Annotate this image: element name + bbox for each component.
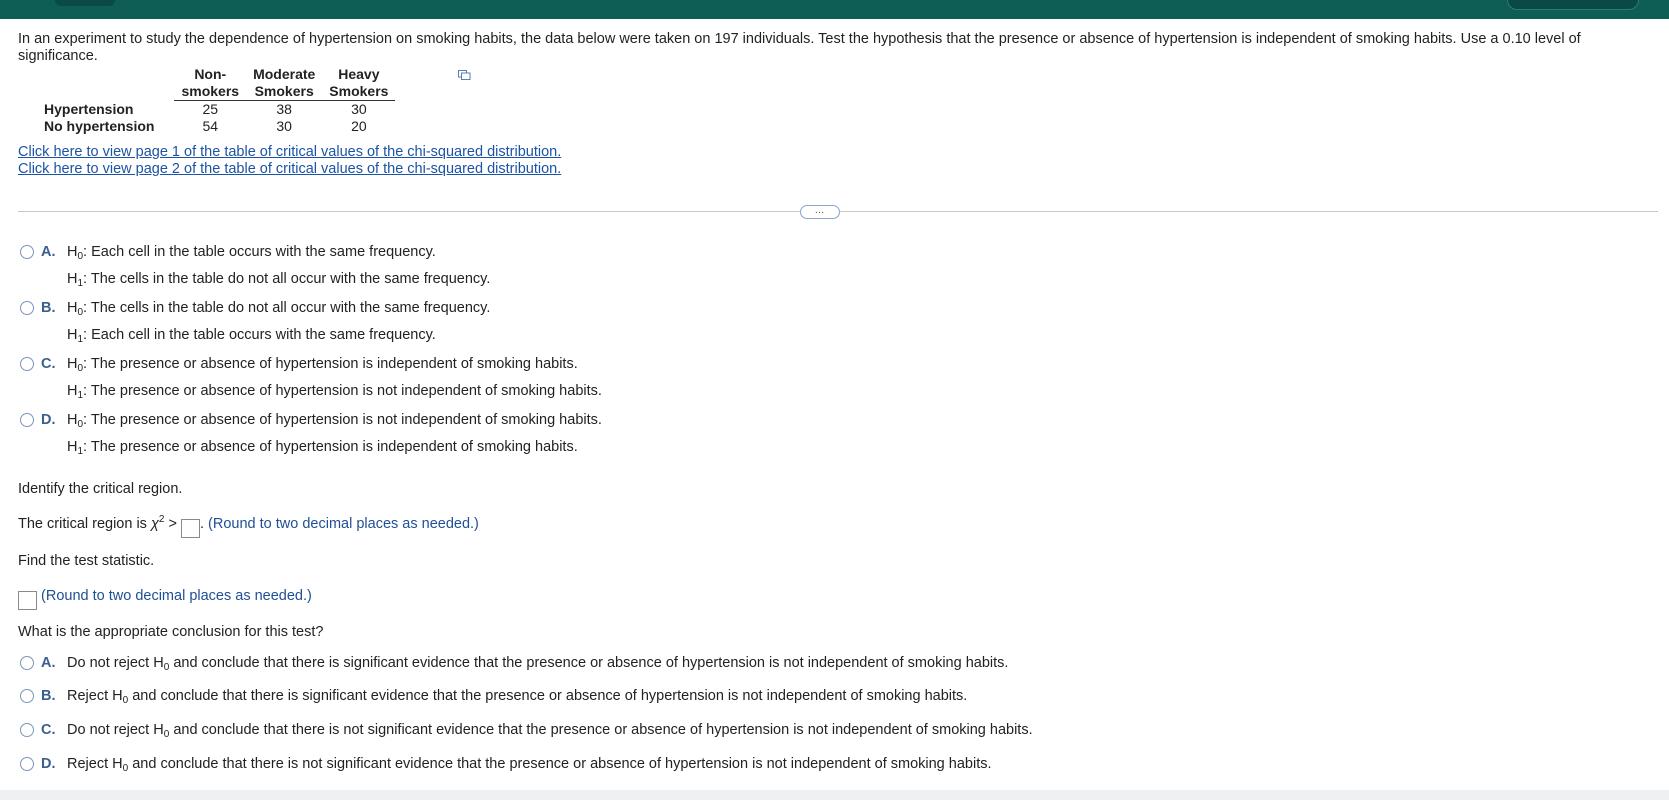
option-letter: B. bbox=[41, 300, 56, 316]
header-tab[interactable] bbox=[55, 0, 115, 6]
chi-table-links bbox=[18, 144, 561, 178]
option-letter: A. bbox=[41, 655, 56, 671]
table-cell: 25 bbox=[202, 101, 219, 117]
col-header-bottom: smokers bbox=[174, 83, 246, 101]
option-letter: B. bbox=[41, 688, 56, 704]
option-letter: D. bbox=[41, 756, 56, 772]
critical-value-input[interactable] bbox=[181, 519, 200, 538]
col-header-top: Moderate bbox=[253, 66, 316, 82]
option-letter: C. bbox=[41, 722, 56, 738]
more-button[interactable]: … bbox=[800, 205, 840, 219]
row-label: No hypertension bbox=[44, 118, 155, 134]
data-table bbox=[38, 66, 395, 135]
header-pill-button[interactable] bbox=[1507, 0, 1639, 10]
col-header-top: Non- bbox=[194, 66, 227, 82]
h0-line: $H_0$: Each cell in the table occurs with the same frequency. bbox=[67, 244, 436, 262]
radio-button[interactable] bbox=[20, 723, 34, 737]
option-text: Do not reject $H_0$ and conclude that there is not significant evidence that the presence or absence of hypertension is not independent of smoking habits. bbox=[67, 722, 1033, 740]
radio-button[interactable] bbox=[20, 757, 34, 771]
radio-button[interactable] bbox=[20, 413, 34, 427]
table-cell: 30 bbox=[351, 101, 367, 117]
radio-button[interactable] bbox=[20, 357, 34, 371]
h1-line: $H_1$: The presence or absence of hypertension is independent of smoking habits. bbox=[67, 439, 578, 457]
col-header-bottom: Smokers bbox=[246, 83, 322, 101]
round-hint: (Round to two decimal places as needed.) bbox=[208, 516, 479, 532]
h0-line: $H_0$: The presence or absence of hypertension is not independent of smoking habits. bbox=[67, 412, 602, 430]
table-cell: 54 bbox=[202, 118, 219, 134]
copy-table-icon[interactable] bbox=[458, 70, 471, 80]
footer-bar bbox=[0, 790, 1669, 800]
test-statistic-input[interactable] bbox=[18, 591, 37, 610]
option-text: Reject $H_0$ and conclude that there is not significant evidence that the presence or absence of hypertension is not independent of smoking habits. bbox=[67, 756, 992, 774]
table-cell: 38 bbox=[276, 101, 292, 117]
row-label: Hypertension bbox=[44, 100, 134, 117]
radio-button[interactable] bbox=[20, 245, 34, 259]
conclusion-prompt: What is the appropriate conclusion for this test? bbox=[18, 624, 324, 640]
h0-line: $H_0$: The cells in the table do not all occur with the same frequency. bbox=[67, 300, 491, 318]
option-letter: C. bbox=[41, 356, 56, 372]
h0-line: $H_0$: The presence or absence of hypertension is independent of smoking habits. bbox=[67, 356, 578, 374]
col-header-top: Heavy bbox=[338, 66, 380, 82]
test-statistic-line bbox=[18, 588, 312, 610]
radio-button[interactable] bbox=[20, 656, 34, 670]
col-header-bottom: Smokers bbox=[322, 83, 395, 101]
critical-region-prompt: Identify the critical region. bbox=[18, 481, 183, 497]
radio-button[interactable] bbox=[20, 301, 34, 315]
round-hint: (Round to two decimal places as needed.) bbox=[41, 588, 312, 604]
critical-region-line: The critical region is $\chi^2$ > . (Round to two decimal places as needed.) bbox=[18, 516, 479, 538]
h1-line: $H_1$: Each cell in the table occurs with the same frequency. bbox=[67, 327, 436, 345]
chi-table-page1-link[interactable]: Click here to view page 1 of the table of critical values of the chi-squared distribution. bbox=[18, 144, 562, 160]
option-letter: D. bbox=[41, 412, 56, 428]
h1-line: $H_1$: The presence or absence of hypertension is not independent of smoking habits. bbox=[67, 383, 602, 401]
table-corner bbox=[38, 83, 174, 101]
table-row bbox=[38, 118, 395, 135]
header-bar bbox=[0, 0, 1669, 19]
option-letter: A. bbox=[41, 244, 56, 260]
option-text: Do not reject $H_0$ and conclude that there is significant evidence that the presence or absence of hypertension is not independent of smoking habits. bbox=[67, 655, 1009, 673]
table-cell: 20 bbox=[351, 118, 367, 134]
question-intro: In an experiment to study the dependence of hypertension on smoking habits, the data below were taken on 197 individuals. Test the hypothesis that the presence or absence of hypertension is independent of smoking habits. Use a 0.10 level of significance. bbox=[18, 31, 1581, 64]
option-text: Reject $H_0$ and conclude that there is significant evidence that the presence or absence of hypertension is not independent of smoking habits. bbox=[67, 688, 968, 706]
table-corner bbox=[38, 66, 174, 83]
chi-table-page2-link[interactable]: Click here to view page 2 of the table of critical values of the chi-squared distribution. bbox=[18, 161, 562, 177]
test-statistic-prompt: Find the test statistic. bbox=[18, 553, 155, 569]
table-cell: 30 bbox=[276, 118, 292, 134]
radio-button[interactable] bbox=[20, 689, 34, 703]
table-row bbox=[38, 101, 395, 119]
h1-line: $H_1$: The cells in the table do not all occur with the same frequency. bbox=[67, 271, 491, 289]
